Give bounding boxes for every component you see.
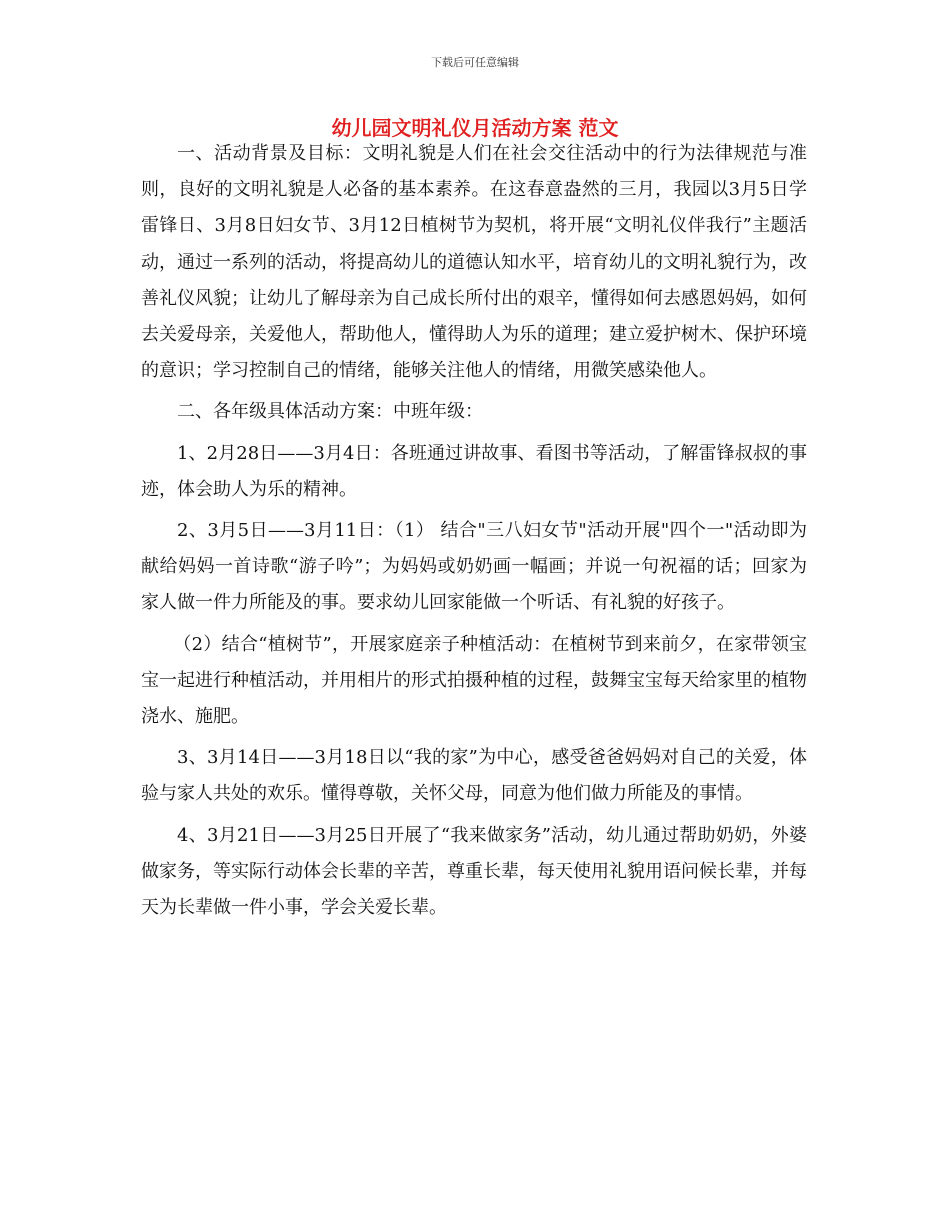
paragraph-plan-heading: 二、各年级具体活动方案：中班年级： — [177, 401, 483, 423]
paragraph-item-2: 2、3月5日——3月11日：（1） 结合"三八妇女节"活动开展"四个一"活动即为献给妈妈一首诗歌“游子吟”；为妈妈或奶奶画一幅画；并说一句祝福的话；回家为家人做一件力所能及的事。要求幼儿回家能做一个听话、有礼貌的好孩子。 — [141, 520, 807, 614]
paragraph-item-4: 4、3月21日——3月25日开展了“我来做家务”活动，幼儿通过帮助奶奶，外婆做家务，等实际行动体会长辈的辛苦，尊重长辈，每天使用礼貌用语问候长辈，并每天为长辈做一件小事，学会关爱长辈。 — [141, 824, 807, 919]
paragraph-item-3: 3、3月14日——3月18日以“我的家”为中心，感受爸爸妈妈对自己的关爱，体验与家人共处的欢乐。懂得尊敬，关怀父母，同意为他们做力所能及的事情。 — [141, 747, 807, 805]
paragraph-background: 一、活动背景及目标：文明礼貌是人们在社会交往活动中的行为法律规范与准则，良好的文明礼貌是人必备的基本素养。在这春意盎然的三月，我园以3月5日学雷锋日、3月8日妇女节、3月12日植树节为契机，将开展“文明礼仪伴我行”主题活动，通过一系列的活动，将提高幼儿的道德认知水平，培育幼儿的文明礼貌行为，改善礼仪风貌；让幼儿了解母亲为自己成长所付出的艰辛，懂得如何去感恩妈妈，如何去关爱母亲，关爱他人，帮助他人，懂得助人为乐的道理；建立爱护树木、保护环境的意识；学习控制自己的情绪，能够关注他人的情绪，用微笑感染他人。 — [141, 143, 807, 382]
header-note: 下载后可任意编辑 — [431, 56, 519, 69]
document-body — [141, 136, 807, 926]
document-title: 幼儿园文明礼仪月活动方案 范文 — [331, 116, 619, 140]
paragraph-item-1: 1、2月28日——3月4日：各班通过讲故事、看图书等活动，了解雷锋叔叔的事迹，体会助人为乐的精神。 — [141, 442, 807, 500]
paragraph-item-2-sub: （2）结合“植树节”，开展家庭亲子种植活动：在植树节到来前夕，在家带领宝宝一起进行种植活动，并用相片的形式拍摄种植的过程，鼓舞宝宝每天给家里的植物浇水、施肥。 — [141, 633, 807, 728]
